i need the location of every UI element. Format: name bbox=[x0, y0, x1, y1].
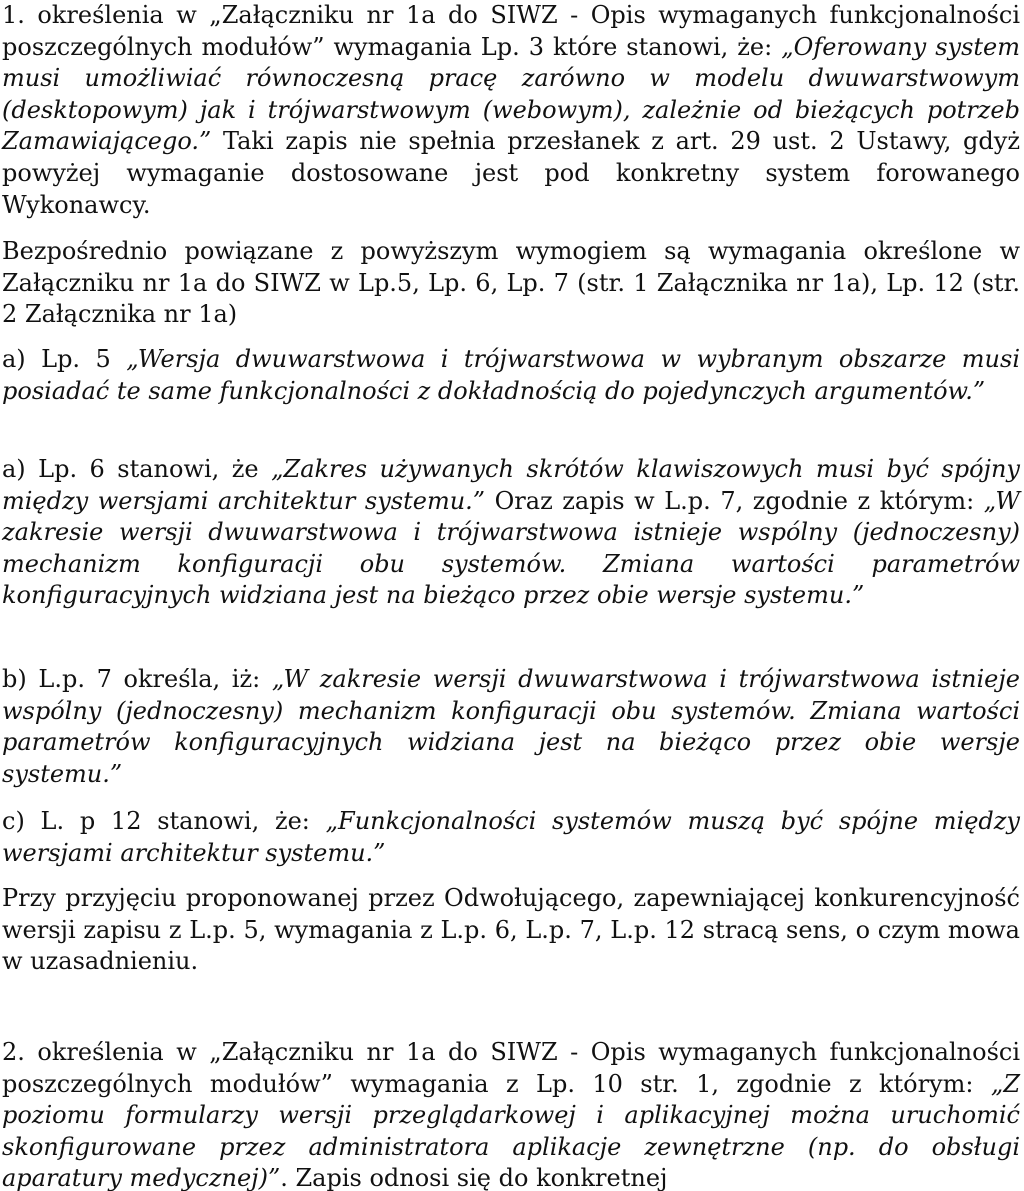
paragraph-a-lp6 bbox=[2, 454, 1020, 612]
text-run: c) L. p 12 stanowi, że: bbox=[2, 807, 326, 835]
text-run: 1. określenia w „Załączniku nr 1a do SIWZ - Opis wymaganych funkcjonalności poszczególnych modułów” wymagania Lp. 3 które stanowi, że: bbox=[2, 1, 1020, 61]
italic-quote: „Zakres używanych skrótów klawiszowych musi być spójny między wersjami architektur systemu.” bbox=[2, 455, 1020, 515]
italic-quote: „W zakresie wersji dwuwarstwowa i trójwarstwowa istnieje wspólny (jednoczesny) mechanizm konfiguracji obu systemów. Zmiana wartości parametrów konfiguracyjnych widziana jest na bieżąco przez obie wersje systemu.” bbox=[2, 665, 1020, 788]
text-run: . Zapis odnosi się do konkretnej bbox=[280, 1164, 668, 1191]
text-run: Przy przyjęciu proponowanej przez Odwołującego, zapewniającej konkurencyjność wersji zapisu z L.p. 5, wymagania z L.p. 6, L.p. 7, L.p. 12 stracą sens, o czym mowa w uzasadnieniu. bbox=[2, 884, 1020, 976]
paragraph-2-requirement-lp10 bbox=[2, 1037, 1020, 1191]
italic-quote: „Wersja dwuwarstwowa i trójwarstwowa w wybranym obszarze musi posiadać te same funkcjonalności z dokładnością do pojedynczych argumentów.” bbox=[2, 345, 1020, 405]
italic-quote: „Oferowany system musi umożliwiać równoczesną pracę zarówno w modelu dwuwarstwowym (desktopowym) jak i trójwarstwowym (webowym), zależnie od bieżących potrzeb Zamawiającego.” bbox=[2, 32, 1020, 156]
italic-quote: „W zakresie wersji dwuwarstwowa i trójwarstwowa istnieje wspólny (jednoczesny) mechanizm konfiguracji obu systemów. Zmiana wartości parametrów konfiguracyjnych widziana jest na bieżąco przez obie wersje systemu.” bbox=[2, 486, 1021, 610]
paragraph-related-requirements bbox=[2, 236, 1020, 331]
paragraph-conclusion bbox=[2, 883, 1020, 978]
text-run: 2. określenia w „Załączniku nr 1a do SIWZ - Opis wymaganych funkcjonalności poszczególnych modułów” wymagania z Lp. 10 str. 1, zgodnie z którym: bbox=[2, 1038, 1020, 1098]
paragraph-1-requirement-lp3 bbox=[2, 0, 1020, 221]
text-run: b) L.p. 7 określa, iż: bbox=[2, 665, 272, 693]
paragraph-c-lp12 bbox=[2, 806, 1020, 869]
text-run: a) Lp. 5 bbox=[2, 345, 127, 373]
text-run: Bezpośrednio powiązane z powyższym wymogiem są wymagania określone w Załączniku nr 1a do SIWZ w Lp.5, Lp. 6, Lp. 7 (str. 1 Załącznika nr 1a), Lp. 12 (str. 2 Załącznika nr 1a) bbox=[2, 237, 1020, 329]
text-run: Taki zapis nie spełnia przesłanek z art. 29 ust. 2 Ustawy, gdyż powyżej wymaganie dostosowane jest pod konkretny system forowanego Wykonawcy. bbox=[2, 127, 1020, 219]
paragraph-b-lp7 bbox=[2, 664, 1020, 790]
paragraph-a-lp5 bbox=[2, 344, 1020, 407]
text-run: Oraz zapis w L.p. 7, zgodnie z którym: bbox=[485, 486, 984, 515]
text-run: a) Lp. 6 stanowi, że bbox=[2, 455, 272, 483]
italic-quote: „Z poziomu formularzy wersji przeglądarkowej i aplikacyjnej można uruchomić skonfigurowane przez administratora aplikacje zewnętrzne (np. do obsługi aparatury medycznej)” bbox=[2, 1069, 1020, 1191]
italic-quote: „Funkcjonalności systemów muszą być spójne między wersjami architektur systemu.” bbox=[2, 807, 1020, 867]
